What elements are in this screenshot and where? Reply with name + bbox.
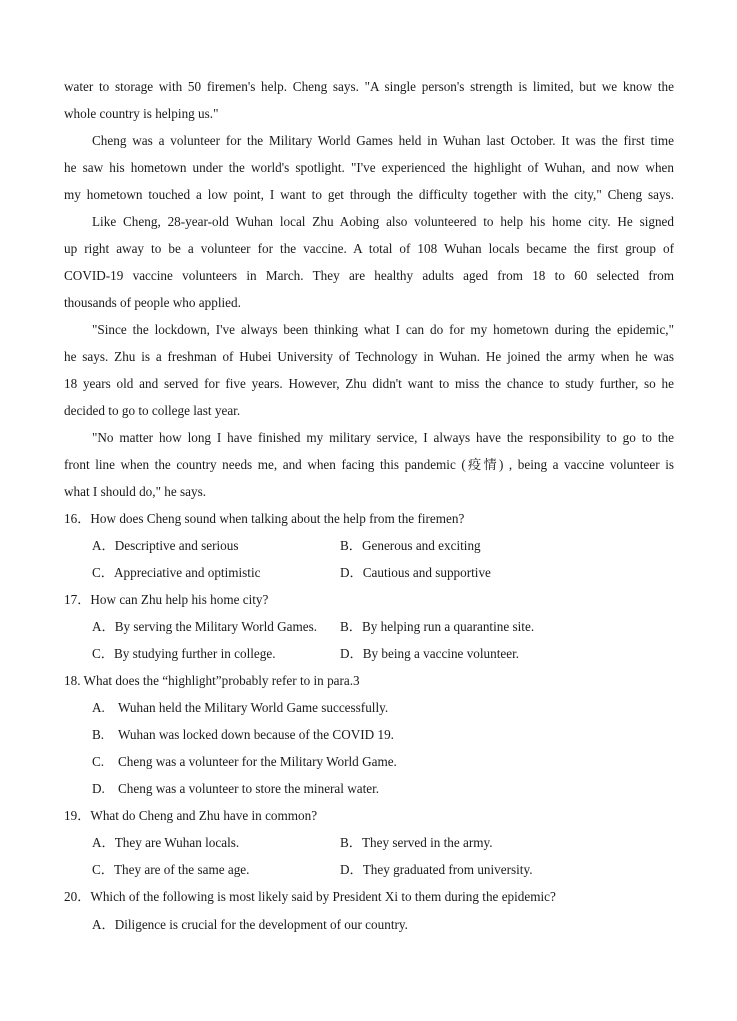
question-18-option-c-letter: C. xyxy=(92,754,105,769)
passage-p2-line-2: he saw his hometown under the world's spotlight. "I've experienced the highlight of Wuhan, and now when xyxy=(64,160,674,175)
question-19-option-d: D．They graduated from university. xyxy=(340,862,533,877)
passage-p1-line-1: water to storage with 50 firemen's help. Cheng says. "A single person's strength is limited, but we know the xyxy=(64,79,674,94)
question-18-option-b: Wuhan was locked down because of the COVID 19. xyxy=(118,727,394,742)
question-19-option-a: A．They are Wuhan locals. xyxy=(92,835,240,850)
passage-p4-line-1: "Since the lockdown, I've always been thinking what I can do for my hometown during the epidemic," xyxy=(92,322,674,337)
question-18-option-c: Cheng was a volunteer for the Military World Game. xyxy=(118,754,397,769)
passage-p1-line-2: whole country is helping us." xyxy=(64,106,219,121)
question-16-option-b: B．Generous and exciting xyxy=(340,538,481,553)
passage-p3-line-4: thousands of people who applied. xyxy=(64,295,241,310)
passage-p5-line-2: front line when the country needs me, and when facing this pandemic (疫情) , being a vaccine volunteer is xyxy=(64,457,674,472)
passage-p4-line-2: he says. Zhu is a freshman of Hubei University of Technology in Wuhan. He joined the army when he was xyxy=(64,349,674,364)
question-18-stem: 18. What does the “highlight”probably refer to in para.3 xyxy=(64,673,360,688)
question-16-stem: 16．How does Cheng sound when talking about the help from the firemen? xyxy=(64,511,465,526)
question-17-stem: 17．How can Zhu help his home city? xyxy=(64,592,269,607)
question-20-stem: 20．Which of the following is most likely said by President Xi to them during the epidemic? xyxy=(64,889,556,904)
question-18-option-d-letter: D. xyxy=(92,781,105,796)
passage-p2-line-3: my hometown touched a low point, I want to get through the difficulty together with the city," Cheng says. xyxy=(64,187,674,202)
question-17-option-c: C．By studying further in college. xyxy=(92,646,276,661)
question-18-option-b-letter: B. xyxy=(92,727,105,742)
question-17-option-d: D．By being a vaccine volunteer. xyxy=(340,646,520,661)
question-17-option-b: B．By helping run a quarantine site. xyxy=(340,619,535,634)
question-18-option-a-letter: A. xyxy=(92,700,105,715)
question-17-option-a: A．By serving the Military World Games. xyxy=(92,619,318,634)
question-16-option-d: D．Cautious and supportive xyxy=(340,565,491,580)
passage-p4-line-4: decided to go to college last year. xyxy=(64,403,241,418)
passage-p3-line-1: Like Cheng, 28-year-old Wuhan local Zhu Aobing also volunteered to help his home city. He signed xyxy=(92,214,674,229)
passage-p3-line-3: COVID-19 vaccine volunteers in March. They are healthy adults aged from 18 to 60 selected from xyxy=(64,268,674,283)
passage-p5-line-1: "No matter how long I have finished my military service, I always have the responsibility to go to the xyxy=(92,430,674,445)
passage-p4-line-3: 18 years old and served for five years. However, Zhu didn't want to miss the chance to study further, so he xyxy=(64,376,674,391)
question-20-option-a: A．Diligence is crucial for the development of our country. xyxy=(92,917,408,932)
passage-p3-line-2: up right away to be a volunteer for the vaccine. A total of 108 Wuhan locals became the first group of xyxy=(64,241,674,256)
question-16-option-c: C．Appreciative and optimistic xyxy=(92,565,261,580)
question-16-option-a: A．Descriptive and serious xyxy=(92,538,239,553)
question-19-option-c: C．They are of the same age. xyxy=(92,862,250,877)
question-19-stem: 19．What do Cheng and Zhu have in common? xyxy=(64,808,318,823)
passage-p5-line-3: what I should do," he says. xyxy=(64,484,207,499)
question-19-option-b: B．They served in the army. xyxy=(340,835,493,850)
question-18-option-a: Wuhan held the Military World Game successfully. xyxy=(118,700,389,715)
passage-p2-line-1: Cheng was a volunteer for the Military World Games held in Wuhan last October. It was the first time xyxy=(92,133,674,148)
question-18-option-d: Cheng was a volunteer to store the mineral water. xyxy=(118,781,380,796)
